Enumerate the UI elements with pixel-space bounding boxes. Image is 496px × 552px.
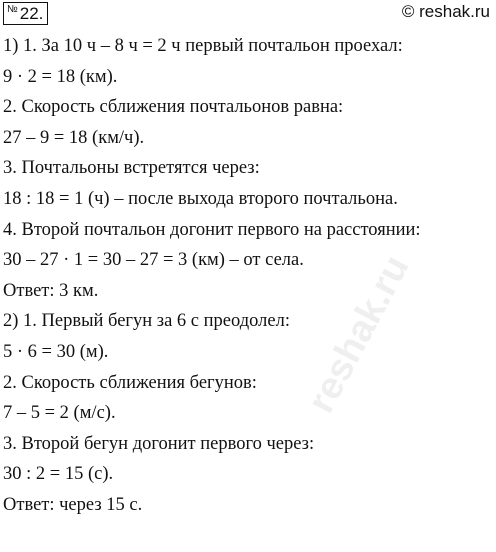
solution-line: 3. Второй бегун догонит первого через: [3,433,315,454]
answer-line: Ответ: 3 км. [3,280,99,301]
solution-line: 7 – 5 = 2 (м/с). [3,403,116,424]
watermark: reshak.ru [300,248,418,420]
number-sign: № [7,4,18,15]
answer-line: Ответ: через 15 с. [3,494,143,515]
solution-line: 5 · 6 = 30 (м). [3,341,109,362]
solution-line: 9 · 2 = 18 (км). [3,66,118,87]
solution-line: 27 – 9 = 18 (км/ч). [3,127,145,148]
header [0,0,496,28]
solution-line: 18 : 18 = 1 (ч) – после выхода второго почтальона. [3,188,398,209]
solution-line: 3. Почтальоны встретятся через: [3,158,260,179]
task-number: 22. [19,4,44,23]
task-number-box [3,2,48,25]
site-credit: © reshak.ru [401,2,490,21]
solution-line: 1) 1. За 10 ч – 8 ч = 2 ч первый почтальон проехал: [3,36,403,56]
solution-line: 30 : 2 = 15 (с). [3,464,114,485]
solution-line: 2) 1. Первый бегун за 6 с преодолел: [3,311,290,332]
solution-text [3,34,493,524]
solution-line: 2. Скорость сближения бегунов: [3,372,257,393]
solution-line: 4. Второй почтальон догонит первого на расстоянии: [3,219,421,240]
solution-line: 2. Скорость сближения почтальонов равна: [3,97,344,118]
solution-line: 30 – 27 · 1 = 30 – 27 = 3 (км) – от села. [3,250,304,271]
